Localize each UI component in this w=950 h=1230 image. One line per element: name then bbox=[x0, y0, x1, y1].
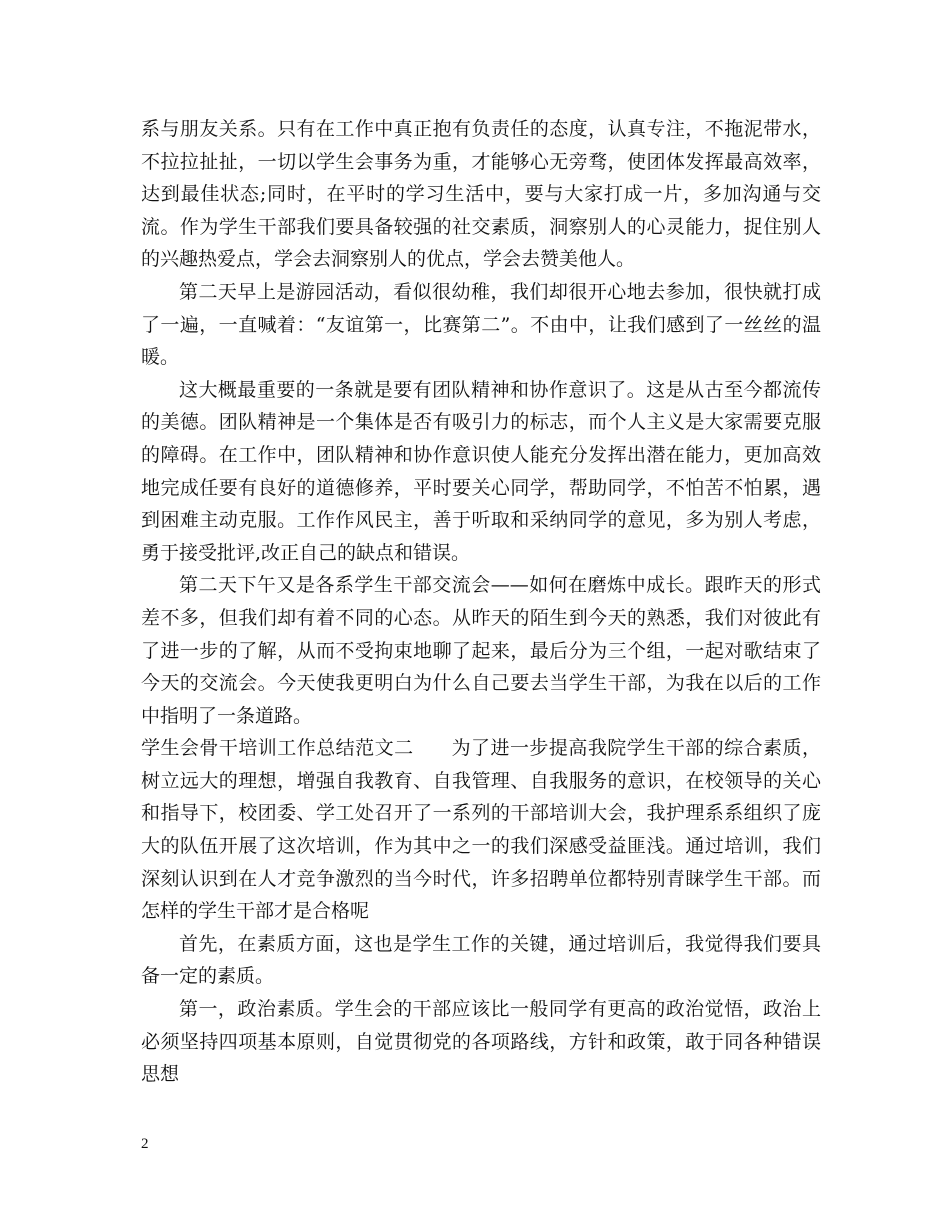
section-two-paragraph bbox=[141, 732, 821, 928]
document-body bbox=[141, 113, 821, 1091]
paragraph-garden-activity: 第二天早上是游园活动，看似很幼稚，我们却很开心地去参加，很快就打成了一遍，一直喊着：“友谊第一，比赛第二”。不由中，让我们感到了一丝丝的温暖。 bbox=[141, 280, 821, 369]
section-title: 学生会骨干培训工作总结范文二 bbox=[141, 737, 414, 760]
paragraph-friendship: 系与朋友关系。只有在工作中真正抱有负责任的态度，认真专注，不拖泥带水，不拉拉扯扯，一切以学生会事务为重，才能够心无旁骛，使团体发挥最高效率，达到最佳状态;同时，在平时的学习生活中，要与大家打成一片，多加沟通与交流。作为学生干部我们要具备较强的社交素质，洞察别人的心灵能力，捉住别人的兴趣热爱点，学会去洞察别人的优点，学会去赞美他人。 bbox=[141, 118, 821, 271]
page-number: 2 bbox=[141, 1136, 149, 1152]
paragraph-team-spirit: 这大概最重要的一条就是要有团队精神和协作意识了。这是从古至今都流传的美德。团队精神是一个集体是否有吸引力的标志，而个人主义是大家需要克服的障碍。在工作中，团队精神和协作意识使人能充分发挥出潜在能力，更加高效地完成任要有良好的道德修养，平时要关心同学，帮助同学，不怕苦不怕累，遇到困难主动克服。工作作风民主，善于听取和采纳同学的意见，多为别人考虑，勇于接受批评,改正自己的缺点和错误。 bbox=[141, 378, 821, 564]
paragraph-political-quality: 第一，政治素质。学生会的干部应该比一般同学有更高的政治觉悟，政治上必须坚持四项基本原则，自觉贯彻党的各项路线，方针和政策，敢于同各种错误思想 bbox=[141, 998, 821, 1086]
paragraph-quality-intro: 首先，在素质方面，这也是学生工作的关键，通过培训后，我觉得我们要具备一定的素质。 bbox=[141, 932, 821, 988]
paragraph-exchange-meeting: 第二天下午又是各系学生干部交流会——如何在磨炼中成长。跟昨天的形式差不多，但我们却有着不同的心态。从昨天的陌生到今天的熟悉，我们对彼此有了进一步的了解，从而不受拘束地聊了起来，最后分为三个组，一起对歌结束了今天的交流会。今天使我更明白为什么自己要去当学生干部，为我在以后的工作中指明了一条道路。 bbox=[141, 574, 821, 727]
section-intro-text: 为了进一步提高我院学生干部的综合素质，树立远大的理想，增强自我教育、自我管理、自我服务的意识，在校领导的关心和指导下，校团委、学工处召开了一系列的干部培训大会，我护理系系组织了庞大的队伍开展了这次培训，作为其中之一的我们深感受益匪浅。通过培训，我们深刻认识到在人才竞争激烈的当今时代，许多招聘单位都特别青睐学生干部。而怎样的学生干部才是合格呢 bbox=[141, 737, 821, 923]
